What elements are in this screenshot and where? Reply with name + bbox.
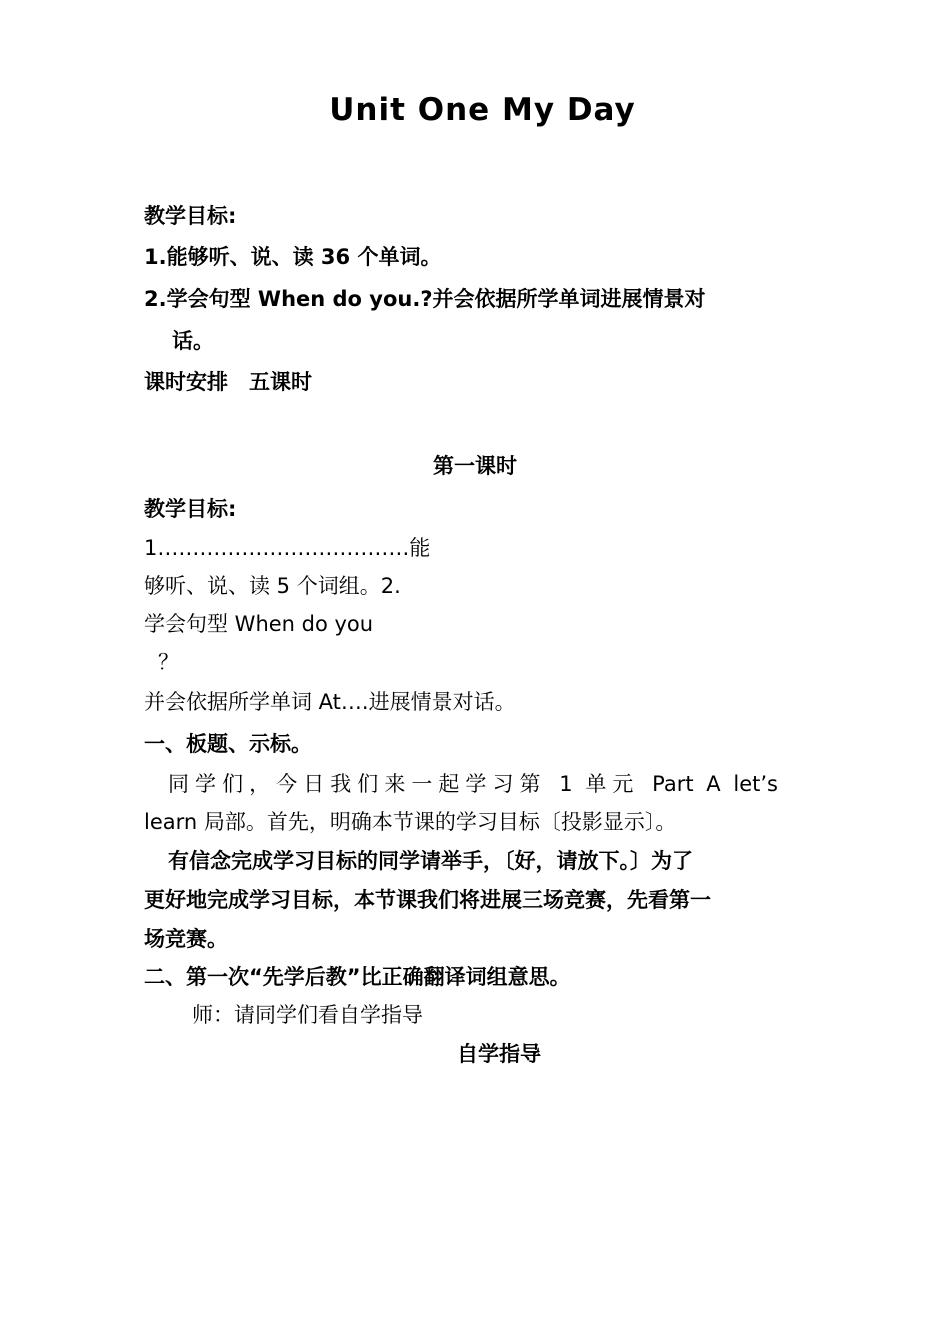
objective-2 bbox=[144, 283, 706, 313]
unit-objectives-label: 教学目标: bbox=[144, 204, 237, 228]
objective-1-number: 1. bbox=[144, 245, 167, 269]
section-2-heading: 二、第一次“先学后教”比正确翻译词组意思。 bbox=[144, 965, 571, 989]
objective-1 bbox=[144, 241, 441, 271]
self-study-guide-heading: 自学指导 bbox=[457, 1042, 541, 1066]
paragraph-2-line-1: 有信念完成学习目标的同学请举手，〔好，请放下。〕为了 bbox=[168, 849, 693, 873]
paragraph-1-line-1: 同学们，今日我们来一起学习第 1 单元 Part A let’s bbox=[168, 772, 778, 796]
document-title: Unit One My Day bbox=[329, 92, 636, 128]
objective-1-text: 能够听、说、读 36 个单词。 bbox=[166, 245, 442, 269]
paragraph-1-line-2: learn 局部。首先，明确本节课的学习目标〔投影显示〕。 bbox=[144, 810, 677, 834]
teacher-instruction: 师：请同学们看自学指导 bbox=[192, 1003, 423, 1027]
lesson-1-objective-line: 并会依据所学单词 At….进展情景对话。 bbox=[144, 690, 516, 714]
objective-2-text: 学会句型 When do you.?并会依据所学单词进展情景对 bbox=[166, 287, 706, 311]
paragraph-2-line-2: 更好地完成学习目标，本节课我们将进展三场竞赛，先看第一 bbox=[144, 888, 711, 912]
lesson-1-objective-line: 学会句型 When do you bbox=[144, 612, 374, 636]
lesson-1-objective-line: 1………………………………能 bbox=[144, 536, 431, 560]
lesson-1-objective-line: 够听、说、读 5 个词组。2. bbox=[144, 574, 401, 598]
lesson-1-heading: 第一课时 bbox=[433, 454, 517, 478]
lesson-1-objectives-label: 教学目标: bbox=[144, 497, 237, 521]
objective-2-continuation: 话。 bbox=[172, 329, 214, 353]
paragraph-2-line-3: 场竞赛。 bbox=[144, 927, 228, 951]
section-1-heading: 一、板题、示标。 bbox=[144, 732, 312, 756]
objective-2-number: 2. bbox=[144, 287, 167, 311]
lesson-1-objective-line: ？ bbox=[158, 650, 179, 674]
lesson-schedule: 课时安排 五课时 bbox=[144, 370, 312, 394]
